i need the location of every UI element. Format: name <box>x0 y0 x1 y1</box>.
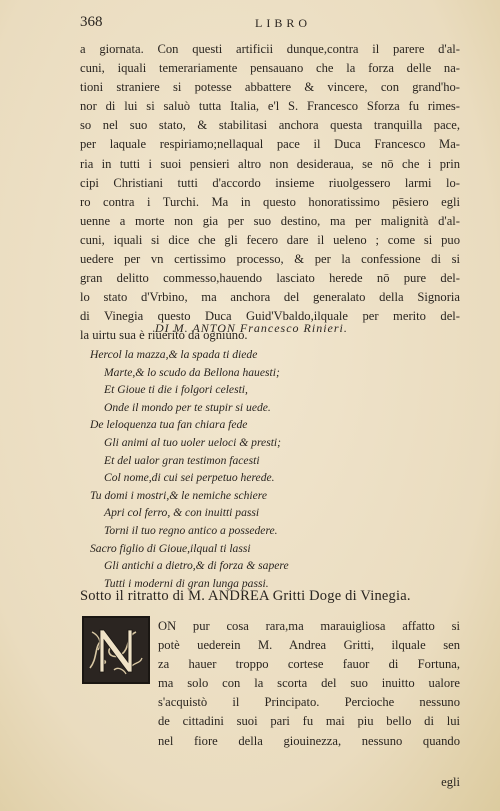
poem-line: Et del ualor gran testimon facesti <box>104 453 260 467</box>
running-head: LIBRO <box>255 16 311 30</box>
text-line: tioni straniere si potesse abbattere & vincere, con grand'ho- <box>80 80 460 95</box>
paragraph-1 <box>80 40 460 346</box>
poem-line: Tutti i moderni di gran lunga passi. <box>104 576 269 590</box>
page-header <box>80 14 460 36</box>
poem-line: Onde il mondo per te stupir si uede. <box>104 400 271 414</box>
text-line: per laquale respiriamo;nellaqual pace il Duca Francesco Ma- <box>80 137 460 152</box>
poem-line: Gli antichi a dietro,& di forza & sapere <box>104 559 289 573</box>
text-line: di Vinegia questo Duca Guid'Vbaldo,ilquale per merito del- <box>80 309 460 324</box>
text-line: uedere per vn certissimo processo, & per la confessione di si <box>80 252 460 267</box>
poem-line: Marte,& lo scudo da Bellona hauesti; <box>104 365 280 379</box>
section-heading: Sotto il ritratto di M. ANDREA Gritti Doge di Vinegia. <box>80 588 411 604</box>
text-line: nor di lui si saluò tutta Italia, e'l S. Francesco Sforza fu rimes- <box>80 99 460 114</box>
text-line: de cittadini suoi pari fu mai piu bello di lui <box>158 714 460 729</box>
page-number: 368 <box>80 14 103 30</box>
poem-line: Tu domi i mostri,& le nemiche schiere <box>90 488 267 502</box>
poem-line: Sacro figlio di Gioue,ilqual ti lassi <box>90 541 251 555</box>
text-line: so nel suo stato, & stabilitasi anchora questa tranquilla pace, <box>80 118 460 133</box>
text-line: gran delitto commesso,hauendo lasciato herede nō pure del- <box>80 271 460 286</box>
sonnet <box>90 346 470 592</box>
poem-line: Gli animi al tuo uoler ueloci & presti; <box>104 435 282 449</box>
text-line: ro contra i Turchi. Ma in questo honoratissimo pēsiero egli <box>80 194 460 209</box>
text-line: cuni, iquali temerariamente pensauano che la forza delle na- <box>80 61 460 76</box>
text-line: s'acquistò il Principato. Percioche nessuno <box>158 695 460 710</box>
poem-heading: DI M. ANTON Francesco Rinieri. <box>155 321 348 335</box>
text-line: za hauer troppo cortese fauor di Fortuna, <box>158 657 460 672</box>
text-line: a giornata. Con questi artificii dunque,contra il parere d'al- <box>80 42 460 56</box>
text-line: cipi Christiani tutti d'accordo insieme riuolgessero larmi lo- <box>80 175 460 190</box>
poem-line: Et Gioue ti die i folgori celesti, <box>104 383 248 397</box>
text-line: uenne a morte non gia per suo destino, ma per malignità d'al- <box>80 213 460 228</box>
poem-line: Col nome,di cui sei perpetuo herede. <box>104 471 275 485</box>
text-line: ON pur cosa rara,ma marauigliosa affatto si <box>158 619 460 633</box>
paragraph-2 <box>80 617 460 751</box>
poem-line: Hercol la mazza,& la spada ti diede <box>90 348 258 361</box>
text-line: lo stato d'Vrbino, ma anchora del generalato della Signoria <box>80 290 460 305</box>
poem-line: Apri col ferro, & con inuitti passi <box>104 506 260 520</box>
text-line: ria in tutti i suoi pensieri altro non desideraua, se nō che i prin <box>80 156 460 171</box>
text-line: nel fiore della giouinezza, nessuno quando <box>158 733 460 748</box>
text-line: cuni, iquali si dice che gli fecero dare il ueleno ; come si puo <box>80 232 460 247</box>
text-line: potè uederein M. Andrea Gritti, ilquale sen <box>158 638 460 653</box>
poem-line: De leloquenza tua fan chiara fede <box>90 418 248 432</box>
poem-line: Torni il tuo regno antico a possedere. <box>104 523 278 537</box>
text-line: ma solo con la scorta del suo inuitto ualore <box>158 676 460 691</box>
catchword: egli <box>441 775 460 789</box>
text-line: la uirtu sua è riuerito da ogniuno. <box>80 328 248 343</box>
